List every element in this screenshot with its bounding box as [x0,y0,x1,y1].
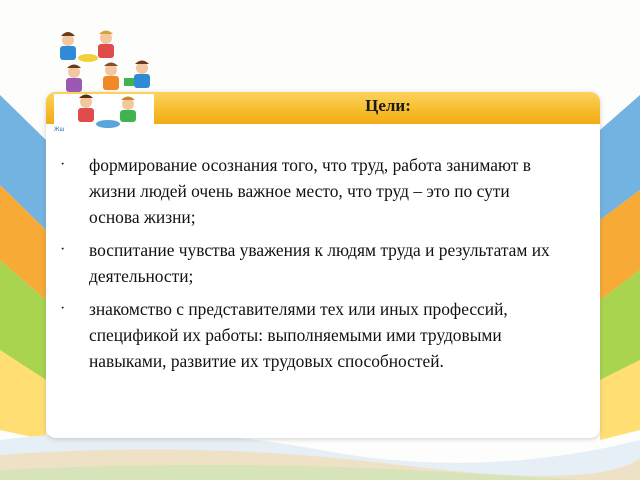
bullet-marker: · [60,241,66,258]
goals-list [60,152,560,381]
bullet-marker: · [60,300,66,317]
list-item [60,296,560,374]
svg-text:Жш: Жш [54,127,65,133]
list-item-text: знакомство с представителями тех или иных профессий, спецификой их работы: выполняемыми ими трудовыми навыками, развитие их трудовых способностей. [89,299,508,371]
list-item-text: воспитание чувства уважения к людям труда и результатам их деятельности; [89,240,550,286]
children-clipart-image [46,28,156,133]
bullet-marker: · [60,156,66,173]
page-title: Цели: [365,96,411,115]
list-item [60,152,560,230]
list-item [60,237,560,289]
list-item-text: формирование осознания того, что труд, работа занимают в жизни людей очень важное место, что труд – это по сути основа жизни; [89,155,531,227]
